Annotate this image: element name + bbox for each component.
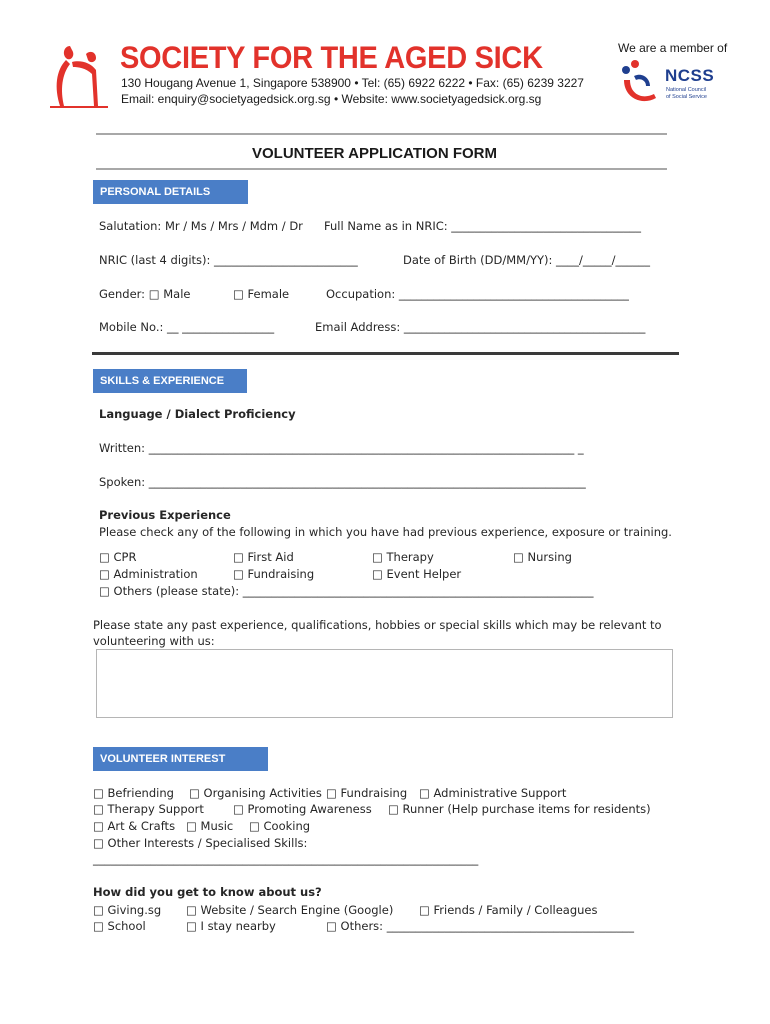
ncss-line2: of Social Service bbox=[666, 94, 707, 100]
personal-details-heading: PERSONAL DETAILS bbox=[93, 180, 248, 204]
previous-experience-title: Previous Experience bbox=[99, 508, 231, 522]
interest-fundraising-checkbox[interactable]: □ Fundraising bbox=[326, 786, 408, 800]
referral-others-field[interactable]: □ Others: ___________________________________________ bbox=[326, 919, 634, 933]
friends-family-checkbox[interactable]: □ Friends / Family / Colleagues bbox=[419, 903, 598, 917]
organising-activities-checkbox[interactable]: □ Organising Activities bbox=[189, 786, 322, 800]
email-field[interactable]: Email Address: __________________________________________ bbox=[315, 320, 646, 334]
past-experience-textarea[interactable] bbox=[96, 649, 673, 718]
others-experience-field[interactable]: □ Others (please state): _____________________________________________________________ bbox=[99, 584, 594, 598]
full-name-field[interactable]: Full Name as in NRIC: _________________________________ bbox=[324, 219, 642, 233]
ncss-line1: National Council bbox=[666, 87, 707, 93]
mobile-field[interactable]: Mobile No.: __ ________________ bbox=[99, 320, 275, 334]
saas-logo-icon bbox=[46, 40, 112, 110]
first-aid-checkbox[interactable]: □ First Aid bbox=[233, 550, 294, 564]
past-experience-prompt-line2: volunteering with us: bbox=[93, 634, 215, 648]
art-crafts-checkbox[interactable]: □ Art & Crafts bbox=[93, 819, 176, 833]
runner-checkbox[interactable]: □ Runner (Help purchase items for residents) bbox=[388, 802, 651, 816]
music-checkbox[interactable]: □ Music bbox=[186, 819, 234, 833]
administrative-support-checkbox[interactable]: □ Administrative Support bbox=[419, 786, 567, 800]
administration-checkbox[interactable]: □ Administration bbox=[99, 567, 198, 581]
ncss-logo-icon bbox=[620, 58, 666, 108]
title-top-divider bbox=[96, 133, 667, 135]
promoting-awareness-checkbox[interactable]: □ Promoting Awareness bbox=[233, 802, 372, 816]
org-address: 130 Hougang Avenue 1, Singapore 538900 • Tel: (65) 6922 6222 • Fax: (65) 6239 3227 bbox=[121, 76, 584, 90]
event-helper-checkbox[interactable]: □ Event Helper bbox=[372, 567, 462, 581]
gender-female-checkbox[interactable]: □ Female bbox=[233, 287, 290, 301]
therapy-checkbox[interactable]: □ Therapy bbox=[372, 550, 434, 564]
form-title: VOLUNTEER APPLICATION FORM bbox=[252, 145, 497, 162]
cooking-checkbox[interactable]: □ Cooking bbox=[249, 819, 311, 833]
other-interests-checkbox[interactable]: □ Other Interests / Specialised Skills: bbox=[93, 836, 308, 850]
skills-experience-heading: SKILLS & EXPERIENCE bbox=[93, 369, 247, 393]
language-title: Language / Dialect Proficiency bbox=[99, 407, 296, 421]
nric-field[interactable]: NRIC (last 4 digits): _________________________ bbox=[99, 253, 358, 267]
member-text: We are a member of bbox=[618, 41, 728, 55]
therapy-support-checkbox[interactable]: □ Therapy Support bbox=[93, 802, 204, 816]
fundraising-checkbox[interactable]: □ Fundraising bbox=[233, 567, 315, 581]
occupation-field[interactable]: Occupation: ________________________________________ bbox=[326, 287, 629, 301]
cpr-checkbox[interactable]: □ CPR bbox=[99, 550, 137, 564]
stay-nearby-checkbox[interactable]: □ I stay nearby bbox=[186, 919, 276, 933]
org-name: SOCIETY FOR THE AGED SICK bbox=[120, 41, 543, 76]
past-experience-prompt-line1: Please state any past experience, qualifications, hobbies or special skills which may be relevant to bbox=[93, 618, 662, 632]
title-bottom-divider bbox=[96, 168, 667, 170]
gender-male-checkbox[interactable]: Gender: □ Male bbox=[99, 287, 191, 301]
salutation-field[interactable]: Salutation: Mr / Ms / Mrs / Mdm / Dr bbox=[99, 219, 303, 233]
giving-sg-checkbox[interactable]: □ Giving.sg bbox=[93, 903, 162, 917]
org-contact: Email: enquiry@societyagedsick.org.sg • Website: www.societyagedsick.org.sg bbox=[121, 92, 542, 106]
school-checkbox[interactable]: □ School bbox=[93, 919, 146, 933]
referral-title: How did you get to know about us? bbox=[93, 885, 322, 899]
nursing-checkbox[interactable]: □ Nursing bbox=[513, 550, 572, 564]
befriending-checkbox[interactable]: □ Befriending bbox=[93, 786, 174, 800]
section-divider bbox=[92, 352, 679, 355]
spoken-field[interactable]: Spoken: ____________________________________________________________________________ bbox=[99, 475, 586, 489]
volunteer-interest-heading: VOLUNTEER INTEREST bbox=[93, 747, 268, 771]
other-interests-line[interactable]: ___________________________________________________________________ bbox=[93, 852, 479, 866]
ncss-name: NCSS bbox=[665, 66, 715, 85]
website-search-checkbox[interactable]: □ Website / Search Engine (Google) bbox=[186, 903, 394, 917]
written-field[interactable]: Written: __________________________________________________________________________ _ bbox=[99, 441, 584, 455]
previous-experience-instructions: Please check any of the following in which you have had previous experience, exposure or training. bbox=[99, 525, 672, 539]
dob-field[interactable]: Date of Birth (DD/MM/YY): ____/_____/______ bbox=[403, 253, 651, 267]
